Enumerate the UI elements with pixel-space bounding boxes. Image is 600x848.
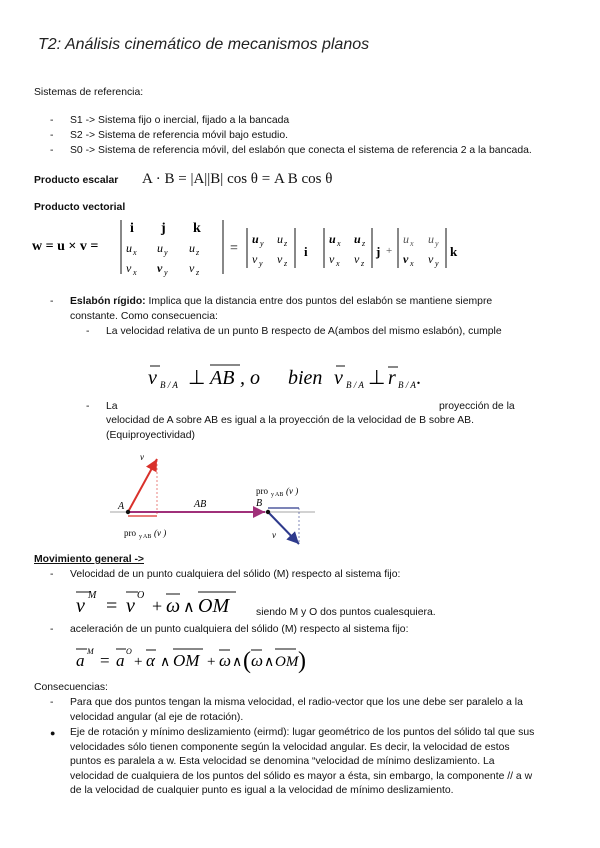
svg-text:u: u [277, 232, 283, 246]
svg-text:y: y [435, 259, 439, 268]
svg-text:j: j [161, 221, 166, 236]
general-motion-item1: - Velocidad de un punto cualquiera del sólido (M) respecto al sistema fijo: [50, 569, 401, 580]
svg-text:OM: OM [198, 595, 230, 617]
svg-text:⊥: ⊥ [188, 367, 206, 389]
svg-text:x: x [410, 239, 414, 248]
rigid-sub2-end: proyección de la [439, 401, 515, 412]
svg-text:j: j [376, 244, 381, 259]
svg-text:OM: OM [173, 651, 200, 670]
velocity-formula-note: siendo M y O dos puntos cualesquiera. [256, 607, 436, 618]
svg-text:a: a [116, 651, 125, 670]
svg-text:z: z [196, 268, 200, 277]
point-b [266, 510, 270, 514]
svg-text:A: A [118, 501, 125, 512]
svg-text:w = u × v =: w = u × v = [32, 239, 99, 254]
svg-text:i: i [130, 221, 134, 236]
svg-text:∧: ∧ [232, 655, 243, 670]
consequence-item2-line5: de la velocidad de cualquier punto es igual a la velocidad de mínimo deslizamiento. [70, 785, 454, 796]
svg-text:x: x [337, 239, 341, 248]
svg-text:B / A: B / A [398, 380, 416, 390]
svg-text:u: u [157, 241, 163, 255]
svg-text:x: x [133, 268, 137, 277]
svg-text:v: v [189, 261, 195, 275]
svg-text:v: v [157, 261, 163, 275]
svg-text:u: u [428, 232, 434, 246]
svg-text:ω: ω [251, 651, 264, 670]
svg-text:pro: pro [124, 528, 136, 538]
consequence-item1-line2: velocidad angular (al eje de rotación). [70, 712, 244, 723]
svg-text:u: u [403, 232, 409, 246]
ref-item-s1: - S1 -> Sistema fijo o inercial, fijado a la bancada [50, 115, 290, 126]
svg-text:z: z [196, 248, 200, 257]
svg-text:u: u [252, 232, 259, 246]
consequences-heading: Consecuencias: [34, 682, 108, 693]
svg-text:ω: ω [166, 595, 181, 617]
svg-text:v: v [272, 530, 276, 540]
svg-text:y: y [259, 259, 263, 268]
svg-text:u: u [189, 241, 195, 255]
svg-text:B / A: B / A [160, 380, 178, 390]
rigid-sub2-start: - La [86, 401, 118, 412]
svg-text:r: r [388, 367, 396, 389]
acceleration-formula [70, 640, 310, 676]
svg-text:AB: AB [143, 534, 152, 540]
svg-text:v: v [126, 261, 132, 275]
equiprojectivity-diagram [110, 448, 330, 550]
perpendicular-formula [140, 358, 440, 394]
rigid-sub2-line2: velocidad de A sobre AB es igual a la proyección de la velocidad de B sobre AB. [106, 415, 474, 426]
svg-text:y: y [271, 492, 274, 498]
svg-text:∧: ∧ [264, 655, 275, 670]
svg-text:M: M [87, 647, 94, 656]
svg-text:AB: AB [194, 499, 207, 510]
svg-text:v: v [277, 252, 283, 266]
consequence-item1-line1: - Para que dos puntos tengan la misma velocidad, el radio-vector que los une debe ser paralelo a la [50, 697, 523, 708]
svg-text:AB: AB [210, 367, 235, 389]
consequence-item2-line3: puntos es paralela a w. Esta velocidad se denomina “velocidad de mínimo deslizamiento. La [70, 756, 495, 767]
svg-text:pro: pro [256, 486, 268, 496]
svg-text:v: v [76, 595, 85, 617]
svg-text:ω: ω [219, 651, 232, 670]
svg-text:(: ( [243, 648, 251, 674]
consequence-item2-line4: velocidad de cualquiera de los puntos del sólido es mayor a ésta, sin embargo, la componente // a w [70, 771, 533, 782]
svg-text:+: + [152, 596, 163, 616]
svg-text:u: u [126, 241, 132, 255]
svg-text:+: + [134, 654, 143, 670]
page-title: T2: Análisis cinemático de mecanismos planos [38, 36, 370, 53]
rigid-line1: - Eslabón rígido: Implica que la distancia entre dos puntos del eslabón se mantiene siempre [50, 296, 493, 307]
cross-product-formula [30, 214, 470, 278]
rigid-line2: constante. Como consecuencia: [70, 311, 218, 322]
svg-text:v: v [334, 367, 343, 389]
consequence-item2-line2: velocidades sólo tienen componente según la velocidad angular. Es decir, la velocidad de estos [70, 742, 510, 753]
svg-text:v: v [428, 252, 434, 266]
svg-text:v: v [140, 452, 144, 462]
svg-text:(v ): (v ) [286, 486, 299, 496]
svg-text:, o: , o [240, 367, 260, 389]
svg-text:=: = [106, 595, 118, 617]
svg-text:M: M [88, 590, 97, 601]
rigid-sub2-line3: (Equiproyectividad) [106, 430, 195, 441]
svg-text:k: k [193, 221, 201, 236]
svg-text:O: O [126, 647, 132, 656]
svg-text:v: v [354, 252, 360, 266]
svg-text:.: . [416, 367, 421, 389]
svg-text:=: = [230, 241, 238, 256]
svg-text:y: y [139, 534, 142, 540]
svg-text:(v ): (v ) [154, 528, 167, 538]
svg-text:AB: AB [275, 492, 284, 498]
svg-text:O: O [137, 590, 145, 601]
svg-text:⊥: ⊥ [368, 367, 386, 389]
svg-text:B: B [256, 498, 263, 509]
svg-text:z: z [362, 239, 366, 248]
svg-text:y: y [164, 248, 168, 257]
svg-text:∧: ∧ [183, 599, 195, 616]
svg-text:y: y [435, 239, 439, 248]
dot-product-label: Producto escalar [34, 175, 119, 186]
point-a [126, 510, 130, 514]
ref-item-s0: - S0 -> Sistema de referencia móvil, del eslabón que conecta el sistema de referencia 2 a la bancada. [50, 145, 532, 156]
svg-text:y: y [164, 268, 168, 277]
svg-text:v: v [329, 252, 335, 266]
va-vector-arrow [128, 459, 157, 512]
general-motion-item2: - aceleración de un punto cualquiera del sólido (M) respecto al sistema fijo: [50, 624, 409, 635]
general-motion-heading: Movimiento general -> [34, 554, 144, 565]
svg-text:k: k [450, 244, 458, 259]
svg-text:v: v [126, 595, 135, 617]
svg-text:x: x [133, 248, 137, 257]
rigid-sub1: - La velocidad relativa de un punto B respecto de A(ambos del mismo eslabón), cumple [86, 326, 502, 337]
svg-text:): ) [298, 648, 306, 674]
consequence-item2-line1: ● Eje de rotación y mínimo deslizamiento (eirmd): lugar geométrico de los puntos del sólido tal que sus [50, 727, 535, 738]
cross-product-label: Producto vectorial [34, 202, 126, 213]
svg-text:z: z [361, 259, 365, 268]
svg-text:+: + [207, 654, 216, 670]
svg-text:z: z [284, 259, 288, 268]
svg-text:y: y [260, 239, 264, 248]
velocity-formula [70, 584, 250, 622]
svg-text:OM: OM [275, 654, 299, 670]
dot-product-formula: A · B = |A||B| cos θ = A B cos θ [142, 171, 333, 187]
svg-text:α: α [146, 651, 155, 670]
svg-text:v: v [403, 252, 409, 266]
svg-text:u: u [354, 232, 361, 246]
ref-heading: Sistemas de referencia: [34, 87, 144, 98]
svg-text:x: x [336, 259, 340, 268]
svg-text:bien: bien [288, 367, 323, 389]
svg-text:B / A: B / A [346, 380, 364, 390]
svg-text:z: z [284, 239, 288, 248]
svg-text:i: i [304, 244, 308, 259]
svg-text:v: v [148, 367, 157, 389]
svg-text:∧: ∧ [160, 655, 171, 670]
svg-text:a: a [76, 651, 85, 670]
svg-text:v: v [252, 252, 258, 266]
svg-text:x: x [410, 259, 414, 268]
svg-text:+: + [386, 245, 393, 257]
svg-text:u: u [329, 232, 336, 246]
ref-item-s2: - S2 -> Sistema de referencia móvil bajo estudio. [50, 130, 289, 141]
svg-text:=: = [100, 651, 110, 670]
